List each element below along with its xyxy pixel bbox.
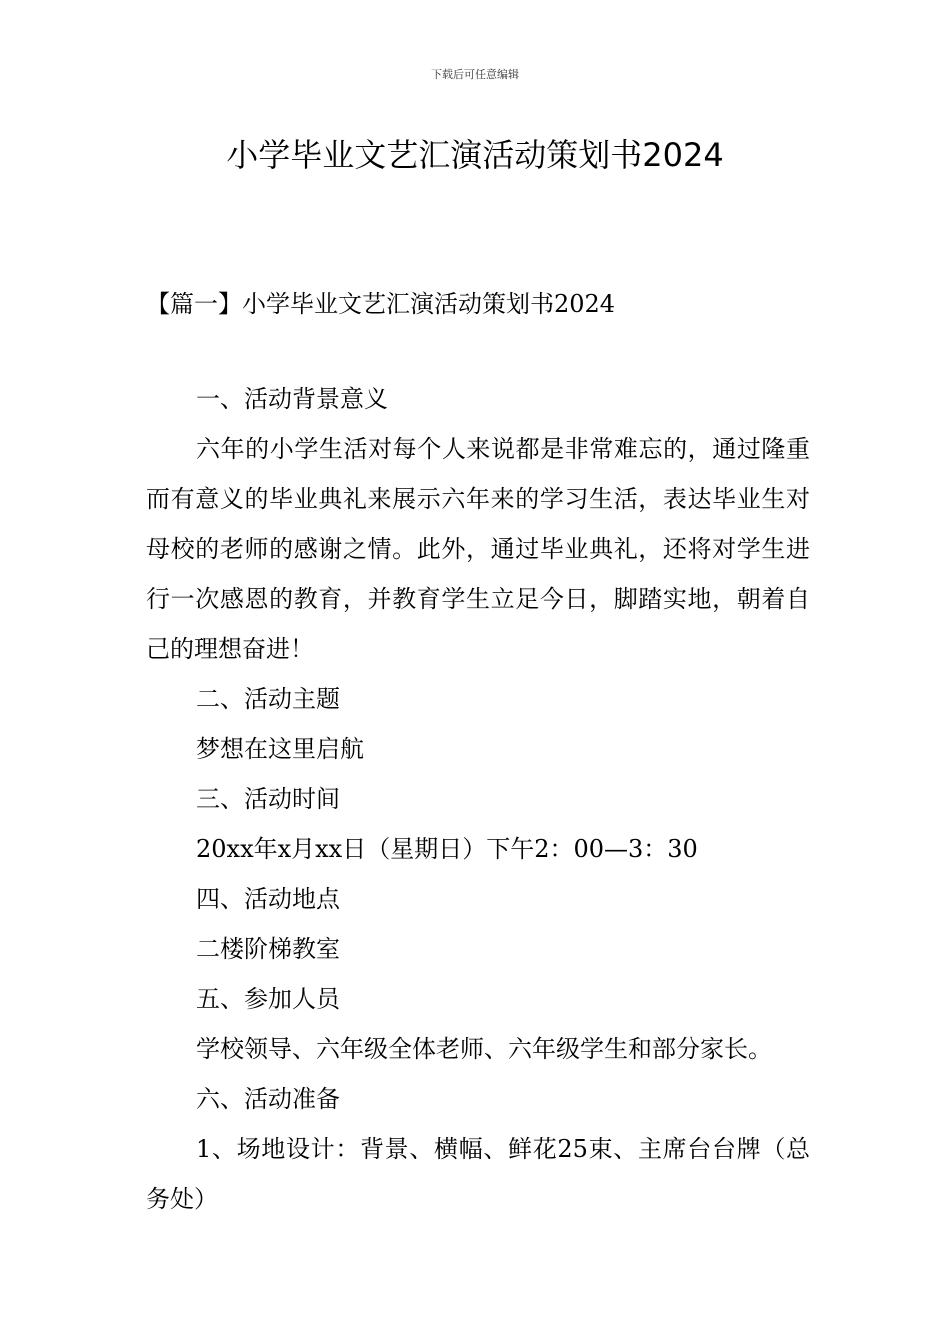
document-title: 小学毕业文艺汇演活动策划书2024 bbox=[226, 136, 724, 174]
heading-time: 三、活动时间 bbox=[196, 785, 340, 813]
heading-participants: 五、参加人员 bbox=[196, 985, 340, 1013]
paragraph-participants: 学校领导、六年级全体老师、六年级学生和部分家长。 bbox=[196, 1035, 772, 1063]
heading-background: 一、活动背景意义 bbox=[196, 385, 388, 413]
paragraph-theme: 梦想在这里启航 bbox=[196, 735, 364, 763]
paragraph-preparation-1: 1、场地设计：背景、横幅、鲜花25束、主席台台牌（总务处） bbox=[146, 1135, 810, 1213]
heading-preparation: 六、活动准备 bbox=[196, 1085, 340, 1113]
paragraph-background: 六年的小学生活对每个人来说都是非常难忘的，通过隆重而有意义的毕业典礼来展示六年来的学习生活，表达毕业生对母校的老师的感谢之情。此外，通过毕业典礼，还将对学生进行一次感恩的教育，并教育学生立足今日，脚踏实地，朝着自己的理想奋进！ bbox=[146, 435, 810, 663]
heading-theme: 二、活动主题 bbox=[196, 685, 340, 713]
heading-location: 四、活动地点 bbox=[196, 885, 340, 913]
header-note: 下载后可任意编辑 bbox=[431, 68, 519, 81]
document-body bbox=[146, 374, 810, 1224]
section-title: 【篇一】小学毕业文艺汇演活动策划书2024 bbox=[146, 290, 616, 318]
paragraph-location: 二楼阶梯教室 bbox=[196, 935, 340, 963]
paragraph-time: 20xx年x月xx日（星期日）下午2：00—3：30 bbox=[196, 835, 698, 863]
